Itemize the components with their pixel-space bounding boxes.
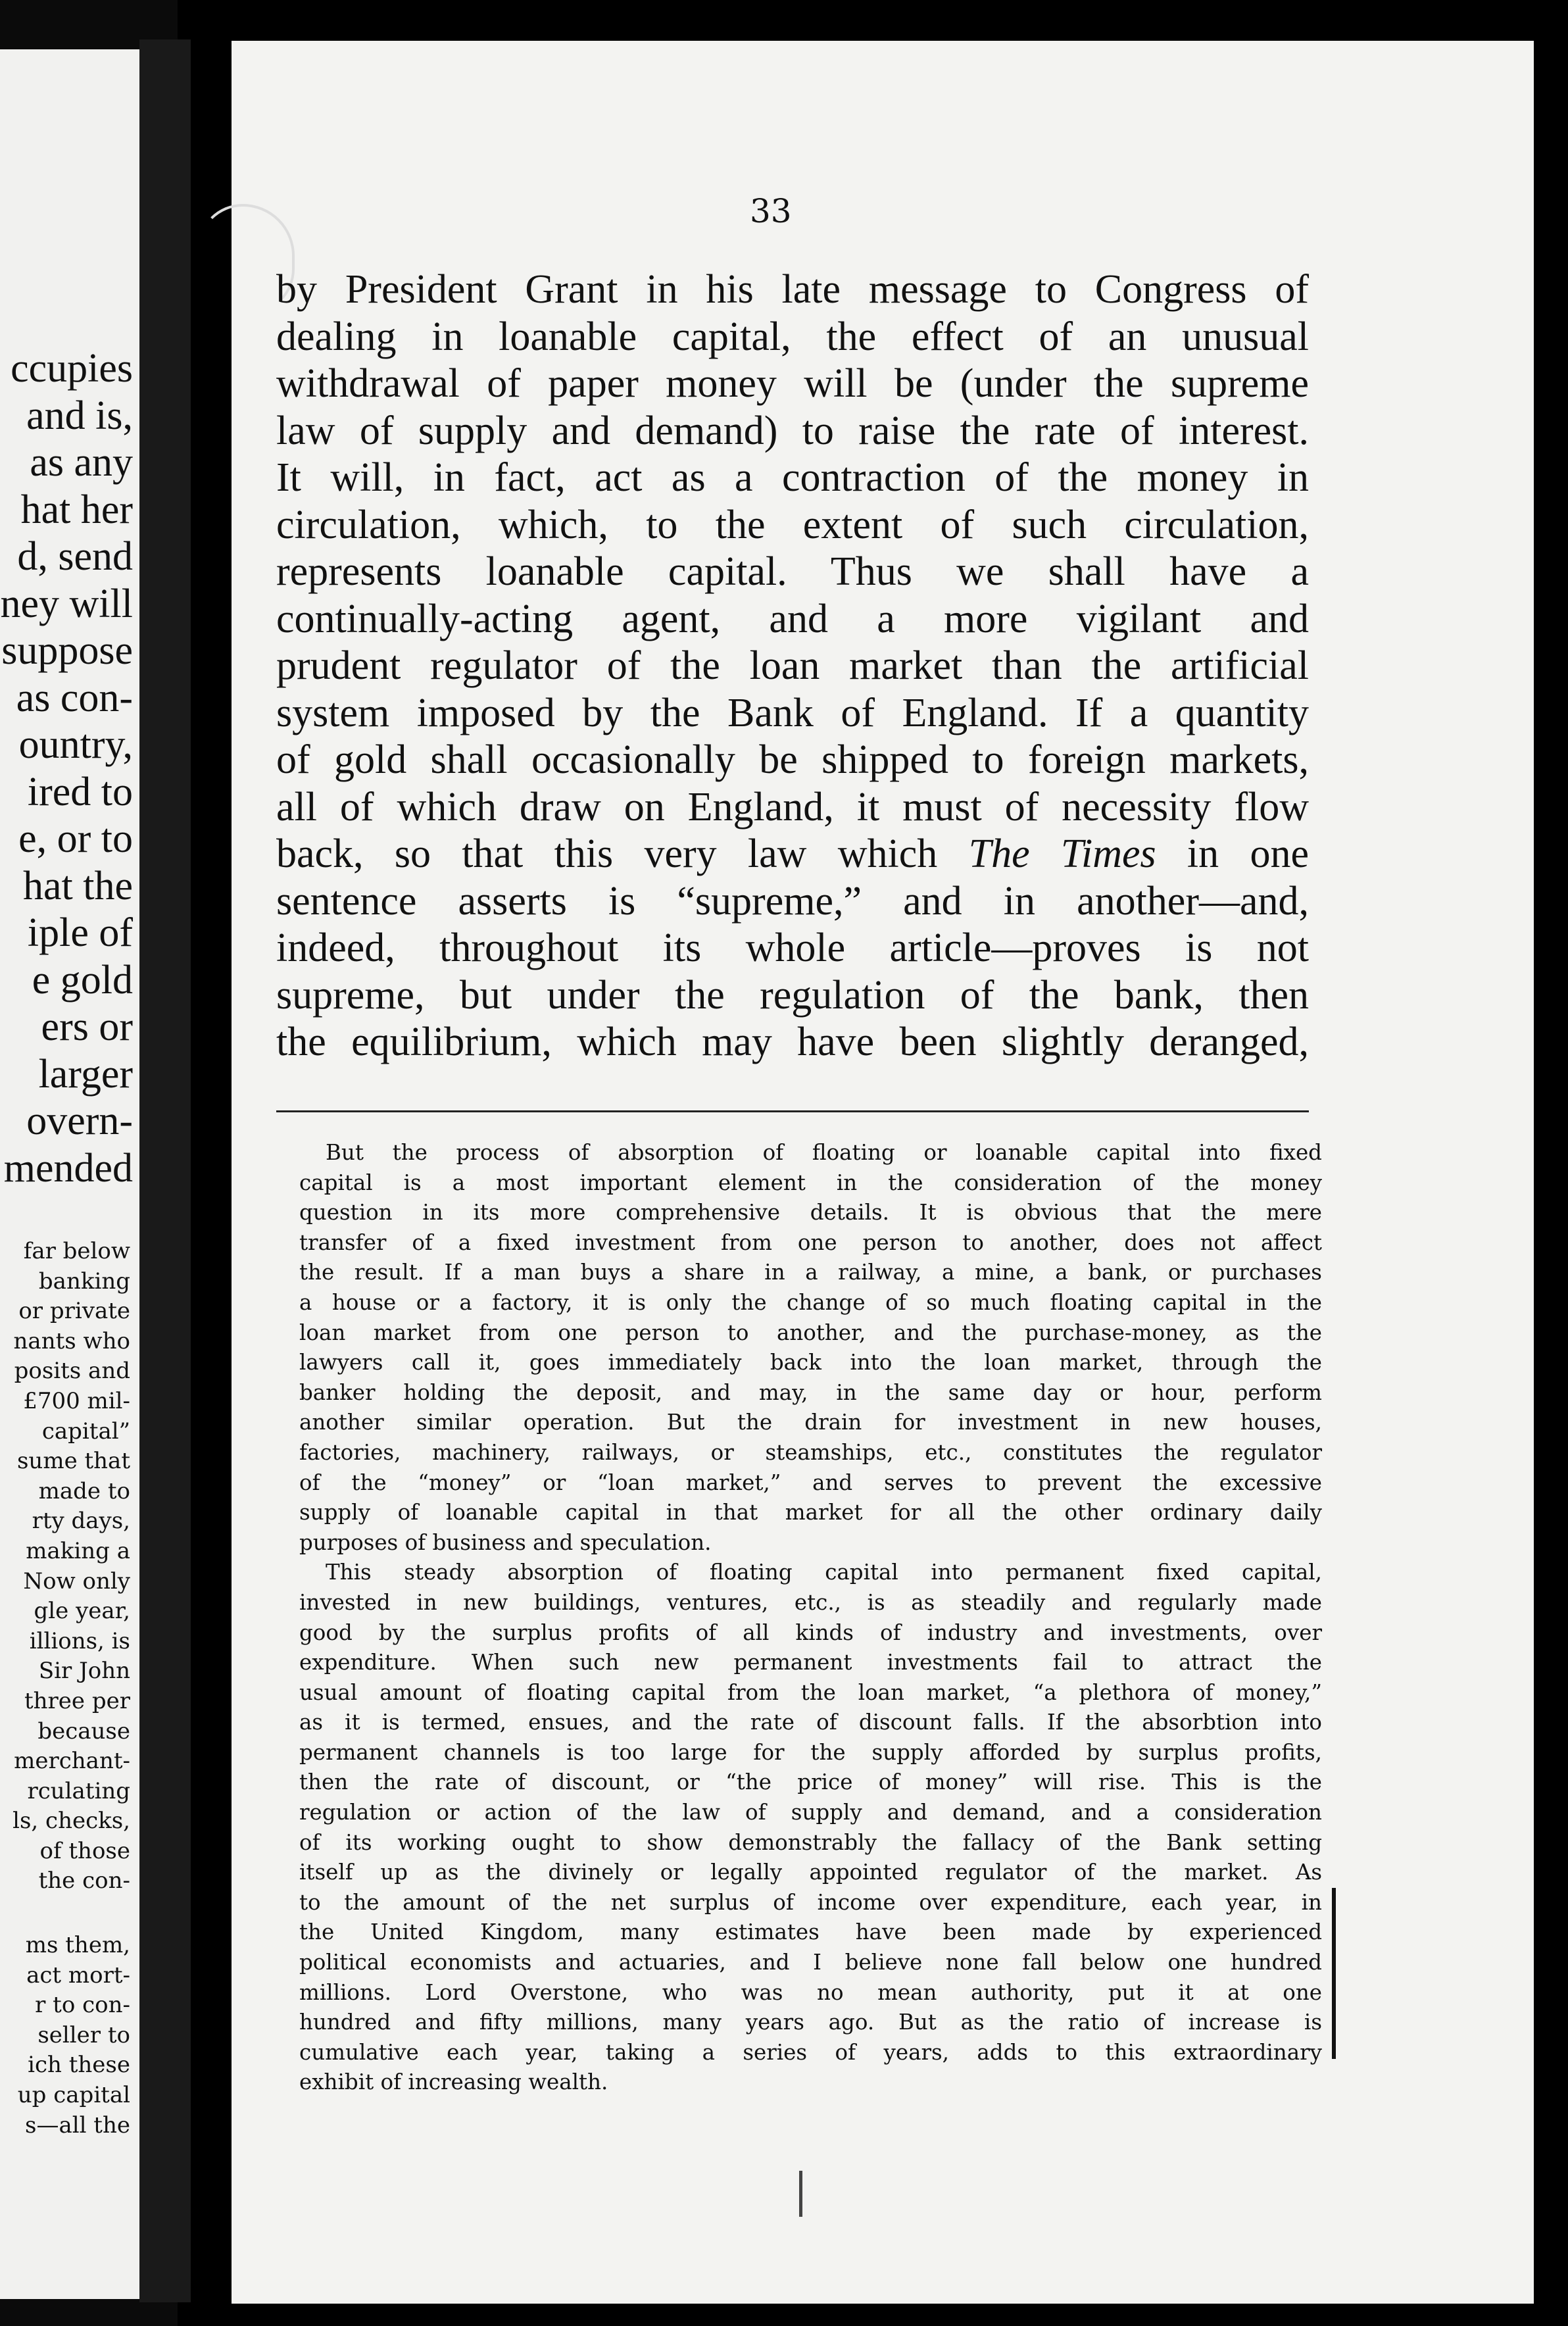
adjacent-line: e gold <box>32 957 133 1002</box>
pencil-tick-mark <box>799 2171 802 2217</box>
body-line: all of which draw on England, it must of necessity flow <box>276 784 1309 829</box>
footnote-line: the United Kingdom, many estimates have been made by experienced <box>299 1919 1322 1945</box>
adjacent-footnote-line: act mort- <box>26 1962 130 1989</box>
body-line: indeed, throughout its whole article—proves is not <box>276 926 1309 970</box>
adjacent-footnote-line: r to con- <box>35 1992 130 2019</box>
adjacent-line: ney will <box>0 581 133 626</box>
footnote-line: then the rate of discount, or “the price of money” will rise. This is the <box>299 1769 1322 1795</box>
adjacent-footnote-line: gle year, <box>34 1598 130 1625</box>
adjacent-footnote-line: three per <box>24 1687 130 1714</box>
adjacent-footnote-line: made to <box>38 1477 130 1504</box>
adjacent-footnote-line: making a <box>26 1537 130 1564</box>
footnote-line: This steady absorption of floating capital into permanent fixed capital, <box>326 1560 1322 1585</box>
footnote-line: lawyers call it, goes immediately back into the loan market, through the <box>299 1350 1322 1375</box>
footnote-line: another similar operation. But the drain for investment in new houses, <box>299 1410 1322 1435</box>
adjacent-line: ired to <box>27 769 133 814</box>
adjacent-line: hat her <box>20 487 133 532</box>
footnote-line: purposes of business and speculation. <box>299 1529 712 1555</box>
adjacent-footnote-line: seller to <box>37 2021 130 2048</box>
adjacent-footnote-line: far below <box>23 1238 130 1264</box>
body-line: dealing in loanable capital, the effect of an unusual <box>276 314 1309 359</box>
adjacent-line: iple of <box>27 910 133 955</box>
margin-bracket-mark <box>1332 1888 1336 2059</box>
adjacent-footnote-line: sume that <box>16 1448 130 1475</box>
adjacent-footnote-line: because <box>37 1718 130 1744</box>
body-line: prudent regulator of the loan market than the artificial <box>276 643 1309 688</box>
adjacent-line: and is, <box>26 393 133 438</box>
adjacent-footnote-line: £700 mil- <box>23 1387 130 1414</box>
adjacent-footnote-line: capital” <box>41 1418 130 1445</box>
body-line: sentence asserts is “supreme,” and in another—and, <box>276 878 1309 924</box>
adjacent-page-fragment <box>0 49 139 2299</box>
adjacent-footnote-line: Now only <box>23 1568 130 1595</box>
footnote-line: hundred and fifty millions, many years ago. But as the ratio of increase is <box>299 2010 1322 2035</box>
footnote-line: loan market from one person to another, and the purchase-money, as the <box>299 1320 1322 1345</box>
adjacent-footnote-line: s—all the <box>25 2112 130 2139</box>
adjacent-line: mended <box>3 1145 133 1191</box>
adjacent-line: suppose <box>1 628 133 673</box>
adjacent-footnote-line: or private <box>18 1298 130 1325</box>
body-line: continually-acting agent, and a more vigilant and <box>276 596 1309 641</box>
footnote-line: a house or a factory, it is only the change of so much floating capital in the <box>299 1289 1322 1315</box>
body-line: of gold shall occasionally be shipped to foreign markets, <box>276 737 1309 782</box>
page-number: 33 <box>750 192 792 230</box>
adjacent-line: as con- <box>16 675 133 720</box>
body-line: system imposed by the Bank of England. If a quantity <box>276 690 1309 735</box>
adjacent-footnote-line: up capital <box>17 2081 130 2108</box>
footnote-line: transfer of a fixed investment from one person to another, does not affect <box>299 1229 1322 1255</box>
body-line: withdrawal of paper money will be (under the supreme <box>276 361 1309 406</box>
adjacent-line: ers or <box>41 1004 133 1049</box>
body-line: It will, in fact, act as a contraction of the money in <box>276 455 1309 500</box>
adjacent-line: larger <box>38 1051 133 1097</box>
footnote-line: invested in new buildings, ventures, etc., is as steadily and regularly made <box>299 1589 1322 1615</box>
adjacent-page-body <box>1 345 133 1192</box>
footnote-line: factories, machinery, railways, or steamships, etc., constitutes the regulator <box>299 1439 1322 1465</box>
page-gutter <box>139 39 191 2302</box>
footnote-line: question in its more comprehensive details. It is obvious that the mere <box>299 1200 1322 1225</box>
adjacent-line: overn- <box>26 1099 133 1143</box>
footnote-line: But the process of absorption of floating or loanable capital into fixed <box>326 1140 1322 1165</box>
footnote-line: to the amount of the net surplus of income over expenditure, each year, in <box>299 1889 1322 1915</box>
adjacent-footnote-line: ls, checks, <box>12 1808 130 1835</box>
adjacent-footnote-line: banking <box>38 1268 130 1295</box>
adjacent-line: ccupies <box>11 346 133 391</box>
body-line: represents loanable capital. Thus we shall have a <box>276 549 1309 594</box>
footnote-line: expenditure. When such new permanent investments fail to attract the <box>299 1650 1322 1675</box>
body-line: supreme, but under the regulation of the bank, then <box>276 972 1309 1018</box>
adjacent-footnote-line: illions, is <box>29 1627 130 1654</box>
footnote-line: supply of loanable capital in that market for all the other ordinary daily <box>299 1500 1322 1525</box>
footnote-line: exhibit of increasing wealth. <box>299 2069 608 2095</box>
footnote-line: of the “money” or “loan market,” and serves to prevent the excessive <box>299 1470 1322 1495</box>
footnote-line: usual amount of floating capital from the loan market, “a plethora of money,” <box>299 1679 1322 1705</box>
adjacent-footnote-line: of those <box>39 1837 130 1864</box>
footnote-line: political economists and actuaries, and I believe none fall below one hundred <box>299 1950 1322 1975</box>
body-line: circulation, which, to the extent of such circulation, <box>276 502 1309 547</box>
adjacent-line: e, or to <box>18 816 133 861</box>
footnote <box>299 1138 1322 2098</box>
adjacent-line: as any <box>30 440 133 485</box>
adjacent-footnote-line: rty days, <box>32 1508 130 1535</box>
footnote-line: millions. Lord Overstone, who was no mean authority, put it at one <box>299 1979 1322 2005</box>
footnote-line: itself up as the divinely or legally appointed regulator of the market. As <box>299 1860 1322 1885</box>
adjacent-footnote-line: posits and <box>14 1358 130 1385</box>
footnote-line: the result. If a man buys a share in a railway, a mine, a bank, or purchases <box>299 1260 1322 1285</box>
body-line: back, so that this very law which The Times in one <box>276 831 1309 876</box>
footnote-line: good by the surplus profits of all kinds of industry and investments, over <box>299 1620 1322 1645</box>
footnote-line: cumulative each year, taking a series of years, adds to this extraordinary <box>299 2039 1322 2065</box>
adjacent-line: hat the <box>23 863 133 908</box>
adjacent-line: d, send <box>17 534 133 579</box>
adjacent-footnote-line: ms them, <box>25 1932 130 1958</box>
adjacent-page-footnote <box>12 1237 130 1896</box>
adjacent-footnote-line: the con- <box>38 1868 130 1894</box>
footnote-line: capital is a most important element in the consideration of the money <box>299 1170 1322 1195</box>
body-line: by President Grant in his late message to Congress of <box>276 267 1309 312</box>
body-line: the equilibrium, which may have been slightly deranged, <box>276 1020 1309 1064</box>
adjacent-footnote-line: ich these <box>28 2052 130 2079</box>
adjacent-footnote-line: nants who <box>13 1327 130 1354</box>
footnote-line: permanent channels is too large for the supply afforded by surplus profits, <box>299 1739 1322 1765</box>
body-line: law of supply and demand) to raise the rate of interest. <box>276 408 1309 453</box>
footnote-line: regulation or action of the law of supply and demand, and a consideration <box>299 1800 1322 1825</box>
body-text <box>276 266 1309 1066</box>
footnote-rule <box>276 1110 1309 1112</box>
adjacent-line: ountry, <box>18 722 133 767</box>
film-border-right <box>1534 0 1568 2326</box>
adjacent-footnote-line: Sir John <box>38 1658 130 1685</box>
footnote-line: banker holding the deposit, and may, in the same day or hour, perform <box>299 1379 1322 1405</box>
adjacent-page-footnote-2 <box>18 1931 130 2140</box>
adjacent-footnote-line: merchant- <box>14 1748 130 1775</box>
footnote-line: as it is termed, ensues, and the rate of discount falls. If the absorbtion into <box>299 1710 1322 1735</box>
footnote-line: of its working ought to show demonstrably the fallacy of the Bank setting <box>299 1829 1322 1855</box>
adjacent-footnote-line: rculating <box>27 1777 130 1804</box>
newspaper-title: The Times <box>968 831 1156 876</box>
